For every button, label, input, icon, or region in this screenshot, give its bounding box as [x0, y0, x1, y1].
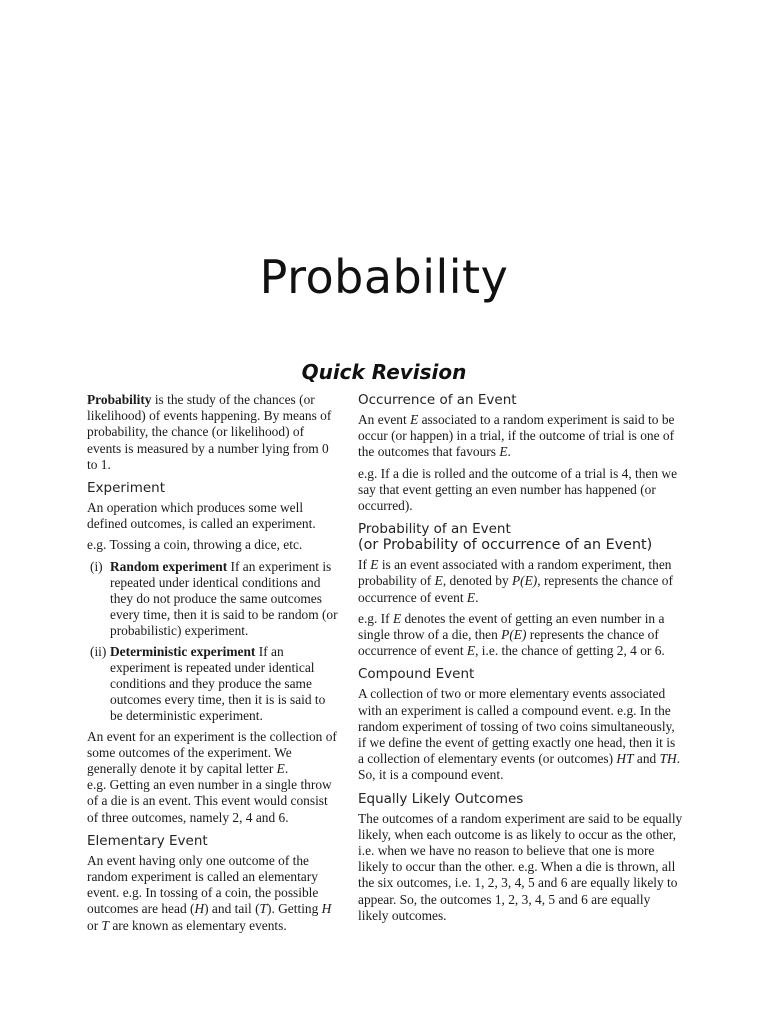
pe-text-e: . — [475, 589, 479, 605]
elementary-text-a: An event having only one outcome of the random experiment is called an elementary event. e.g. In tossing of a coin, the possible outcomes are head ( — [87, 852, 319, 917]
occurrence-heading: Occurrence of an Event — [358, 392, 517, 408]
var-h: H — [194, 901, 205, 917]
occurrence-text — [358, 412, 683, 461]
probability-event-text — [358, 557, 683, 606]
var-th: TH — [659, 751, 677, 767]
event-variable: E — [276, 761, 285, 777]
equally-likely-heading: Equally Likely Outcomes — [358, 790, 524, 807]
compound-text-b: and — [633, 751, 660, 767]
list-item-deterministic-experiment — [87, 644, 339, 725]
var-t: T — [101, 917, 109, 933]
pe-example-a: e.g. If — [358, 610, 393, 626]
left-column — [87, 392, 339, 939]
probability-event-subheading: (or Probability of occurrence of an Event) — [358, 537, 653, 554]
pe-text-d: , represents the chance of occurrence of event — [358, 573, 673, 605]
occurrence-example: e.g. If a die is rolled and the outcome of a trial is 4, then we say that event getting an even number has happened (or occurred). — [358, 465, 678, 514]
var-e: E — [466, 643, 476, 659]
compound-event-text — [358, 686, 683, 783]
list-item-body — [110, 559, 339, 640]
intro-text: is the study of the chances (or likelihood) of events happening. By means of probability, the chance (or likelihood) of events is measured by a number lying from 0 to 1. — [87, 392, 332, 472]
list-item-number: (ii) — [90, 643, 107, 659]
occurrence-text-a: An event — [358, 412, 411, 427]
elementary-text-d: or — [87, 917, 102, 933]
elementary-text-c: ). Getting — [266, 901, 322, 917]
probability-intro — [87, 392, 339, 473]
experiment-definition: An operation which produces some well defined outcomes, is called an experiment. — [87, 500, 316, 532]
pe-text-b: is an event associated with a random experiment, then probability of — [358, 557, 672, 589]
intro-term: Probability — [87, 392, 152, 407]
event-text-end: . — [284, 761, 289, 777]
event-text: An event for an experiment is the collection of some outcomes of the experiment. We generally denote it by capital letter — [87, 728, 337, 777]
right-column — [358, 392, 683, 929]
compound-text-a: A collection of two or more elementary events associated with an experiment is called a compound event. e.g. In the random experiment of tossing of two coins simultaneously, if we define the event of getting exactly one head, then it is a collection of elementary events (or outcomes) — [358, 686, 676, 767]
var-e: E — [370, 557, 379, 573]
probability-event-heading — [358, 521, 683, 553]
compound-event-heading: Compound Event — [358, 666, 475, 683]
elementary-text-b: ) and tail ( — [204, 901, 260, 917]
list-item-text: If an experiment is repeated under identical conditions and they produce the same outcomes every time, then it is is said to be deterministic experiment. — [110, 643, 326, 724]
pe-text-a: If — [358, 557, 371, 573]
section-title: Quick Revision — [301, 360, 467, 384]
event-definition — [87, 729, 339, 778]
list-item-text: If an experiment is repeated under identical conditions and they do not produce the same outcomes every time, then it is said to be random (or probabilistic) experiment. — [110, 558, 338, 639]
var-pe: P(E) — [501, 627, 527, 643]
experiment-heading: Experiment — [87, 480, 166, 497]
occurrence-text-b: associated to a random experiment is said to be occur (or happen) in a trial, if the outcome of trial is one of the outcomes that favours — [358, 412, 675, 460]
var-e: E — [499, 444, 508, 460]
var-pe: P(E) — [511, 573, 538, 589]
list-item-body — [110, 644, 339, 725]
list-item-number: (i) — [90, 558, 103, 574]
compound-text-c: . So, it is a compound event. — [358, 751, 681, 783]
elementary-event-text — [87, 853, 339, 934]
var-e: E — [410, 412, 419, 427]
var-e: E — [434, 573, 443, 589]
experiment-example: e.g. Tossing a coin, throwing a dice, etc. — [87, 537, 303, 553]
pe-example-c: represents the chance of occurrence of event — [358, 627, 659, 659]
pe-example-b: denotes the event of getting an even number in a single throw of a die, then — [358, 610, 665, 643]
elementary-event-heading: Elementary Event — [87, 832, 208, 849]
var-h: H — [321, 901, 332, 917]
probability-event-example — [358, 611, 683, 660]
list-item-term: Random experiment — [110, 558, 228, 574]
occurrence-text-c: . — [507, 444, 511, 460]
var-e: E — [466, 589, 476, 605]
probability-event-heading-main: Probability of an Event — [358, 521, 511, 538]
equally-likely-text: The outcomes of a random experiment are said to be equally likely, when each outcome is as likely to occur as the other, i.e. when we have no reason to believe that one is more likely to occur than the other. e.g. When a die is thrown, all the six outcomes, i.e. 1, 2, 3, 4, 5 and 6 are equally likely to appear. So, the outcomes 1, 2, 3, 4, 5 and 6 are equally likely outcomes. — [358, 810, 683, 923]
pe-example-d: , i.e. the chance of getting 2, 4 or 6. — [475, 643, 665, 659]
list-item-random-experiment — [87, 559, 339, 640]
chapter-title: Probability — [259, 250, 509, 304]
var-ht: HT — [616, 751, 634, 767]
pe-text-c: , denoted by — [442, 573, 512, 589]
list-item-term: Deterministic experiment — [110, 643, 256, 659]
elementary-text-e: are known as elementary events. — [108, 917, 287, 933]
var-e: E — [392, 610, 402, 626]
var-t: T — [259, 901, 267, 917]
event-example: e.g. Getting an even number in a single throw of a die is an event. This event would consist of three outcomes, namely 2, 4 and 6. — [87, 777, 332, 825]
